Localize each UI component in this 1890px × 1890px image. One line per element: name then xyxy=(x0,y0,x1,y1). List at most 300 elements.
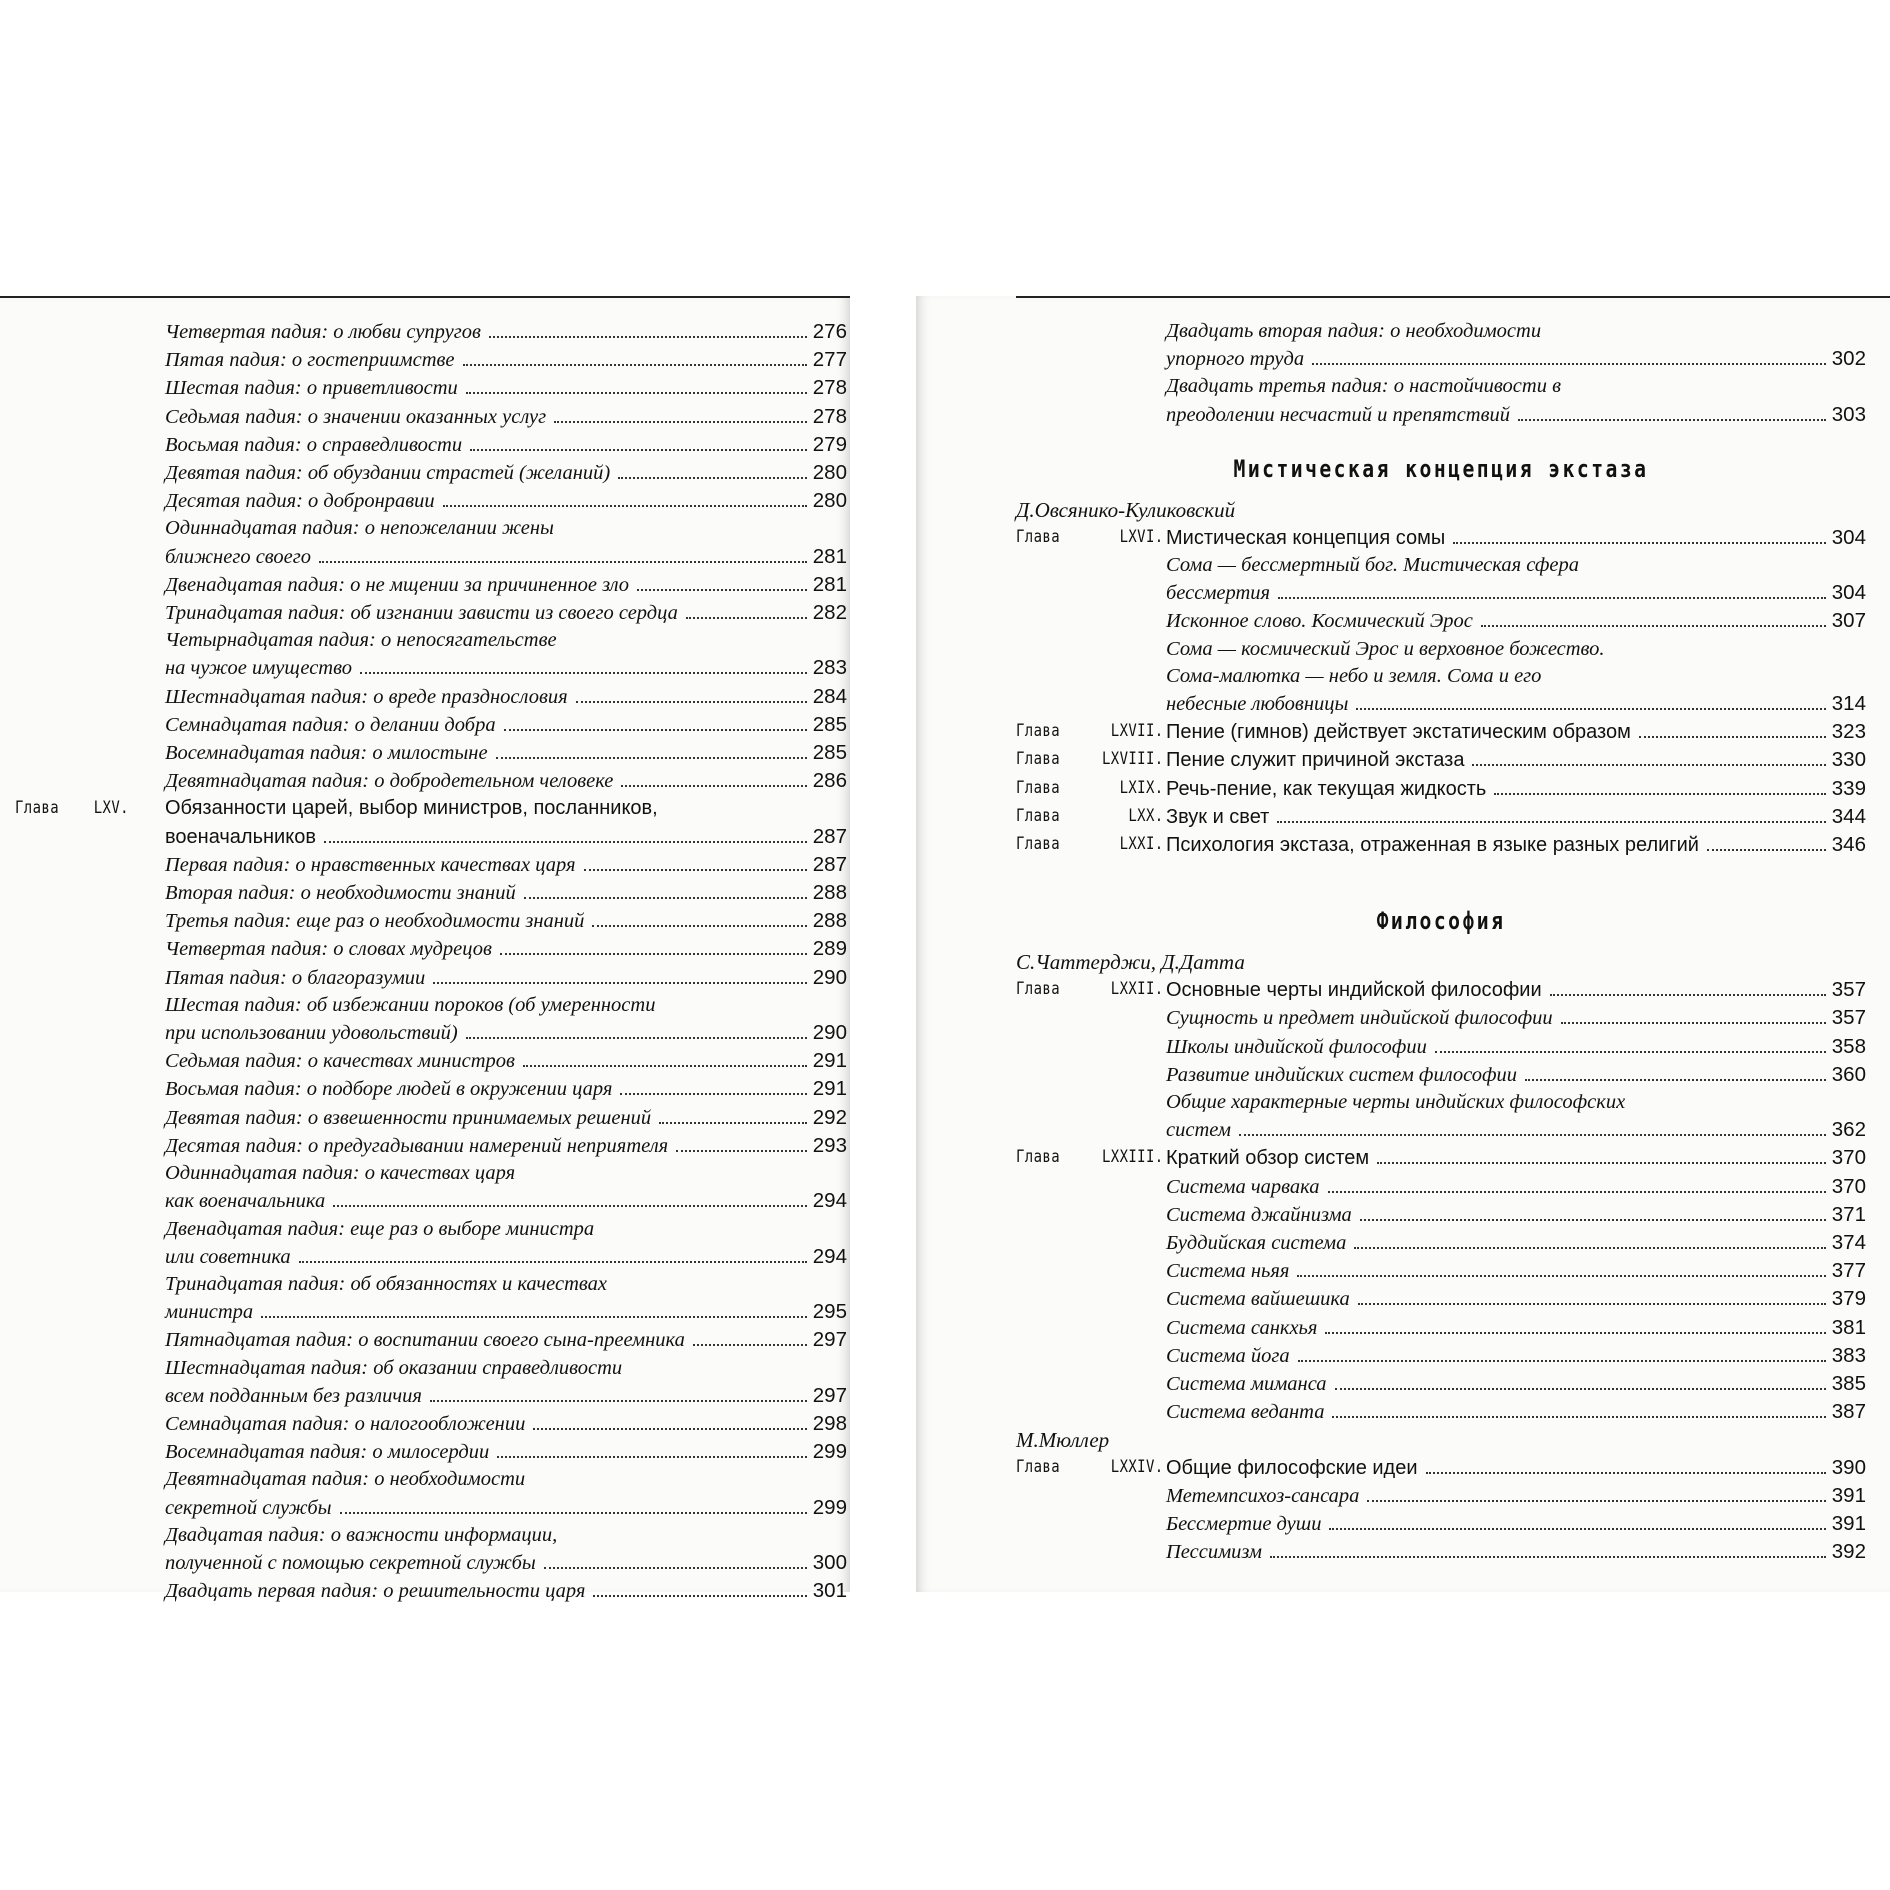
toc-left xyxy=(15,318,847,1605)
entry-title-line: Четырнадцатая падия: о непосягательстве xyxy=(165,629,557,652)
page-number: 383 xyxy=(1831,1343,1866,1367)
chapter-number: LXX. xyxy=(1128,805,1164,826)
entry-title-line: Шестнадцатая падия: об оказании справедливости xyxy=(165,1356,623,1379)
entry-row xyxy=(1166,1061,1866,1089)
entry-row xyxy=(1166,579,1866,607)
entry-title-line: Четвертая падия: о любви супругов xyxy=(165,321,481,343)
entry-row xyxy=(1166,345,1866,373)
entry-row xyxy=(165,1494,847,1522)
page-number: 304 xyxy=(1831,525,1866,549)
author: С.Чаттерджи, Д.Датта xyxy=(1016,950,1245,975)
chapter-word: Глава xyxy=(1016,1147,1061,1168)
entry-title-line: Восемнадцатая падия: о милостыне xyxy=(165,742,488,765)
toc-entry xyxy=(1016,1538,1866,1566)
page-number: 290 xyxy=(812,965,847,989)
page-number: 282 xyxy=(812,601,847,625)
page-number: 303 xyxy=(1831,402,1866,426)
entry-title-line: Краткий обзор систем xyxy=(1166,1147,1370,1170)
entry-row xyxy=(1166,1510,1866,1538)
entry-title-line: Психология экстаза, отраженная в языке разных религий xyxy=(1166,834,1699,857)
entry-title-line: Система санкхья xyxy=(1166,1316,1318,1339)
toc-entry xyxy=(1016,1454,1866,1482)
entry-title-line: Пятнадцатая падия: о воспитании своего сына-преемника xyxy=(165,1329,685,1352)
entry-title-line: военачальников xyxy=(165,825,316,848)
entry-title-line: Первая падия: о нравственных качествах царя xyxy=(165,853,576,876)
page-number: 290 xyxy=(812,1021,847,1045)
entry-row xyxy=(165,654,847,682)
dot-leader xyxy=(1518,419,1826,421)
entry-title-line: или советника xyxy=(165,1245,291,1268)
dot-leader xyxy=(618,477,807,479)
entry-row xyxy=(1166,1398,1866,1426)
entry-row xyxy=(165,907,847,935)
dot-leader xyxy=(1298,1360,1826,1362)
dot-leader xyxy=(470,449,807,451)
toc-entry xyxy=(1016,1510,1866,1538)
entry-title-line: Система чарвака xyxy=(1166,1175,1320,1198)
toc-entry xyxy=(165,1047,847,1075)
page-number: 381 xyxy=(1831,1315,1866,1339)
toc-entry xyxy=(1016,1398,1866,1426)
entry-row xyxy=(165,431,847,459)
page-number: 379 xyxy=(1831,1287,1866,1311)
entry-title-line: Пение служит причиной экстаза xyxy=(1166,749,1465,772)
chapter-word: Глава xyxy=(1016,721,1061,742)
dot-leader xyxy=(523,1065,807,1067)
entry-row xyxy=(165,1047,847,1075)
dot-leader xyxy=(592,925,806,927)
chapter-word: Глава xyxy=(1016,777,1061,798)
dot-leader xyxy=(496,757,807,759)
entry-row xyxy=(165,346,847,374)
chapter-word: Глава xyxy=(1016,526,1061,547)
entry-title-line: Обязанности царей, выбор министров, посланников, xyxy=(165,797,658,820)
page-number: 297 xyxy=(812,1328,847,1352)
page-number: 358 xyxy=(1831,1034,1866,1058)
dot-leader xyxy=(659,1122,807,1124)
entry-row xyxy=(165,1298,847,1326)
toc-entry xyxy=(165,739,847,767)
dot-leader xyxy=(1550,994,1826,996)
entry-title-line: Двадцатая падия: о важности информации, xyxy=(165,1523,558,1546)
toc-entry xyxy=(1016,1004,1866,1032)
dot-leader xyxy=(1426,1472,1826,1474)
dot-leader xyxy=(1356,708,1825,710)
dot-leader xyxy=(261,1316,807,1318)
page-number: 284 xyxy=(812,684,847,708)
dot-leader xyxy=(1270,1556,1826,1558)
entry-row xyxy=(165,879,847,907)
page-number: 374 xyxy=(1831,1231,1866,1255)
page-number: 307 xyxy=(1831,609,1866,633)
chapter-word: Глава xyxy=(1016,1456,1061,1477)
dot-leader xyxy=(324,841,807,843)
entry-row xyxy=(1166,1229,1866,1257)
entry-row xyxy=(1166,1033,1866,1061)
page-number: 385 xyxy=(1831,1372,1866,1396)
entry-row xyxy=(165,964,847,992)
entry-title-line: Система вайшешика xyxy=(1166,1288,1350,1311)
toc-entry xyxy=(165,1216,847,1271)
entry-row xyxy=(165,599,847,627)
toc-entry xyxy=(165,627,847,682)
entry-title-line: Одиннадцатая падия: о непожелании жены xyxy=(165,517,554,540)
toc-entry xyxy=(1016,746,1866,774)
page-number: 278 xyxy=(812,376,847,400)
entry-row xyxy=(165,851,847,879)
dot-leader xyxy=(1367,1500,1825,1502)
chapter-word: Глава xyxy=(1016,979,1061,1000)
author: М.Мюллер xyxy=(1016,1427,1110,1452)
page-number: 280 xyxy=(812,489,847,513)
entry-title-line: Вторая падия: о необходимости знаний xyxy=(165,882,516,905)
dot-leader xyxy=(319,561,807,563)
entry-title-line: Двадцать первая падия: о решительности царя xyxy=(165,1580,586,1603)
entry-title-line: Девятая падия: об обуздании страстей (желаний) xyxy=(165,462,611,485)
toc-entry xyxy=(165,851,847,879)
entry-title-line: Двенадцатая падия: о не мщении за причиненное зло xyxy=(165,573,630,596)
entry-title-line: бессмертия xyxy=(1166,582,1271,605)
dot-leader xyxy=(1561,1022,1826,1024)
section-entries xyxy=(1016,1454,1866,1567)
left-page xyxy=(0,296,850,1603)
dot-leader xyxy=(533,1428,806,1430)
entry-title-line: Система веданта xyxy=(1166,1401,1325,1424)
entry-row xyxy=(1166,1257,1866,1285)
entry-title-line: Одиннадцатая падия: о качествах царя xyxy=(165,1162,516,1185)
right-page xyxy=(916,296,1890,1592)
page-number: 300 xyxy=(812,1550,847,1574)
author: Д.Овсянико-Куликовский xyxy=(1016,497,1236,522)
entry-row xyxy=(1166,1342,1866,1370)
dot-leader xyxy=(1639,736,1826,738)
page-number: 281 xyxy=(812,544,847,568)
entry-title-line: Система джайнизма xyxy=(1166,1203,1352,1226)
page-number: 390 xyxy=(1831,1455,1866,1479)
entry-row xyxy=(165,1326,847,1354)
page-number: 392 xyxy=(1831,1540,1866,1564)
chapter-word: Глава xyxy=(15,798,60,819)
dot-leader xyxy=(1435,1051,1826,1053)
entry-title-line: преодолении несчастий и препятствий xyxy=(1166,403,1511,426)
page-number: 339 xyxy=(1831,776,1866,800)
page-number: 297 xyxy=(812,1383,847,1407)
entry-title-line: секретной службы xyxy=(165,1496,332,1519)
entry-row xyxy=(1166,746,1866,774)
entry-title-line: Сущность и предмет индийской философии xyxy=(1166,1007,1553,1030)
chapter-label xyxy=(15,795,135,822)
dot-leader xyxy=(621,785,806,787)
chapter-number: LXXII. xyxy=(1110,979,1164,1000)
page-number: 301 xyxy=(812,1579,847,1603)
dot-leader xyxy=(1377,1162,1826,1164)
dot-leader xyxy=(1335,1388,1826,1390)
entry-title-line: министра xyxy=(165,1301,254,1324)
dot-leader xyxy=(637,589,807,591)
entry-title-line: Система йога xyxy=(1166,1344,1290,1367)
page-number: 280 xyxy=(812,461,847,485)
chapter-label xyxy=(1016,803,1164,830)
entry-row xyxy=(165,1075,847,1103)
entry-title-line: Общие философские идеи xyxy=(1166,1456,1418,1479)
toc-entry xyxy=(165,964,847,992)
entry-row xyxy=(165,711,847,739)
entry-title-line: Развитие индийских систем философии xyxy=(1166,1063,1518,1086)
chapter-word: Глава xyxy=(1016,834,1061,855)
entry-title-line: Речь-пение, как текущая жидкость xyxy=(1166,777,1487,800)
chapter-label xyxy=(1016,831,1164,858)
toc-entry xyxy=(1016,718,1866,746)
top-rule xyxy=(0,296,850,298)
dot-leader xyxy=(340,1512,807,1514)
entry-title-line: Шестнадцатая падия: о вреде празднословия xyxy=(165,685,568,708)
page-number: 291 xyxy=(812,1077,847,1101)
page-number: 323 xyxy=(1831,720,1866,744)
entry-title-line: Девятая падия: о взвешенности принимаемых решений xyxy=(165,1106,652,1129)
toc-entry xyxy=(165,1132,847,1160)
section-heading: Мистическая концепция экстаза xyxy=(1233,454,1649,483)
entry-title-line: Двенадцатая падия: еще раз о выборе министра xyxy=(165,1217,595,1240)
dot-leader xyxy=(463,364,807,366)
top-rule xyxy=(1016,296,1890,298)
entry-title-line: Семнадцатая падия: о налогообложении xyxy=(165,1412,526,1435)
dot-leader xyxy=(497,1456,806,1458)
chapter-label xyxy=(1016,1144,1164,1171)
dot-leader xyxy=(620,1093,806,1095)
page-number: 360 xyxy=(1831,1062,1866,1086)
toc-entry xyxy=(165,459,847,487)
dot-leader xyxy=(1328,1191,1826,1193)
dot-leader xyxy=(1329,1528,1825,1530)
toc-entry xyxy=(165,571,847,599)
dot-leader xyxy=(1332,1416,1825,1418)
entry-row xyxy=(165,739,847,767)
page-number: 285 xyxy=(812,712,847,736)
page-number: 288 xyxy=(812,909,847,933)
entry-title-line: Тринадцатая падия: об обязанностях и качествах xyxy=(165,1272,608,1295)
dot-leader xyxy=(500,953,807,955)
entry-title-line: Тринадцатая падия: об изгнании зависти из своего сердца xyxy=(165,602,678,625)
page-number: 281 xyxy=(812,572,847,596)
toc-right xyxy=(1016,318,1866,1566)
entry-title-line: систем xyxy=(1166,1119,1231,1142)
dot-leader xyxy=(430,1400,807,1402)
dot-leader xyxy=(676,1150,807,1152)
entry-title-line: Девятнадцатая падия: о необходимости xyxy=(165,1468,526,1491)
entry-row xyxy=(165,823,847,851)
entry-row xyxy=(1166,803,1866,831)
toc-entry xyxy=(1016,1229,1866,1257)
entry-row xyxy=(165,1187,847,1215)
toc-entry xyxy=(1016,831,1866,859)
toc-entry xyxy=(1016,1144,1866,1172)
entry-title-line: небесные любовницы xyxy=(1166,693,1349,716)
toc-entry xyxy=(1016,524,1866,552)
toc-entry xyxy=(1016,1089,1866,1144)
dot-leader xyxy=(504,729,807,731)
dot-leader xyxy=(1525,1079,1826,1081)
entry-row xyxy=(1166,1116,1866,1144)
entry-title-line: Пятая падия: о благоразумии xyxy=(165,966,426,989)
entry-row xyxy=(1166,1173,1866,1201)
page-number: 299 xyxy=(812,1440,847,1464)
entry-title-line: при использовании удовольствий) xyxy=(165,1022,458,1045)
chapter-number: LXVIII. xyxy=(1101,749,1164,770)
chapter-number: LXIX. xyxy=(1119,777,1164,798)
page-number: 362 xyxy=(1831,1118,1866,1142)
toc-entry xyxy=(165,992,847,1047)
entry-title-line: Сома — космический Эрос и верховное божество. xyxy=(1166,637,1605,660)
entry-title-line: Шестая падия: о приветливости xyxy=(165,377,458,400)
toc-entry xyxy=(165,935,847,963)
entry-row xyxy=(1166,1482,1866,1510)
toc-entry xyxy=(1016,636,1866,719)
toc-entry xyxy=(1016,1257,1866,1285)
toc-entry xyxy=(1016,1370,1866,1398)
entry-row xyxy=(165,543,847,571)
page-number: 377 xyxy=(1831,1259,1866,1283)
dot-leader xyxy=(489,336,807,338)
dot-leader xyxy=(576,701,807,703)
chapter-label xyxy=(1016,1454,1164,1481)
entry-title-line: как военачальника xyxy=(165,1190,326,1213)
toc-entry xyxy=(165,1104,847,1132)
toc-entry xyxy=(1016,1061,1866,1089)
dot-leader xyxy=(1360,1219,1826,1221)
entry-title-line: Восемнадцатая падия: о милосердии xyxy=(165,1441,490,1464)
entry-row xyxy=(1166,976,1866,1004)
page-number: 288 xyxy=(812,881,847,905)
toc-entry xyxy=(1016,775,1866,803)
toc-entry xyxy=(165,1466,847,1521)
entry-title-line: Шестая падия: об избежании пороков (об умеренности xyxy=(165,993,656,1016)
entry-title-line: Система миманса xyxy=(1166,1373,1327,1396)
toc-entry xyxy=(165,879,847,907)
entry-row xyxy=(165,1243,847,1271)
toc-entry xyxy=(165,1438,847,1466)
dot-leader xyxy=(1354,1247,1825,1249)
entry-title-line: Пение (гимнов) действует экстатическим образом xyxy=(1166,721,1631,744)
entry-row xyxy=(1166,718,1866,746)
dot-leader xyxy=(466,1037,807,1039)
chapter-number: LXVI. xyxy=(1119,526,1164,547)
page-number: 277 xyxy=(812,348,847,372)
toc-entry xyxy=(1016,1201,1866,1229)
entry-title-line: полученной с помощью секретной службы xyxy=(165,1551,536,1574)
toc-entry xyxy=(1016,607,1866,635)
entry-title-line: на чужое имущество xyxy=(165,657,352,680)
entry-title-line: Седьмая падия: о значении оказанных услуг xyxy=(165,405,547,428)
entry-title-line: Десятая падия: о добронравии xyxy=(165,490,435,513)
chapter-word: Глава xyxy=(1016,749,1061,770)
entry-row xyxy=(165,403,847,431)
entry-title-line: Двадцать третья падия: о настойчивости в xyxy=(1166,375,1561,398)
dot-leader xyxy=(1325,1332,1825,1334)
entry-row xyxy=(1166,607,1866,635)
entry-title-line: Исконное слово. Космический Эрос xyxy=(1166,610,1473,633)
entry-title-line: Пессимизм xyxy=(1166,1541,1262,1564)
page-number: 346 xyxy=(1831,833,1866,857)
page-number: 292 xyxy=(812,1105,847,1129)
page-number: 295 xyxy=(812,1300,847,1324)
dot-leader xyxy=(1707,849,1826,851)
entry-title-line: Мистическая концепция сомы xyxy=(1166,526,1446,549)
dot-leader xyxy=(1358,1303,1826,1305)
page-number: 289 xyxy=(812,937,847,961)
page-number: 371 xyxy=(1831,1202,1866,1226)
page-number: 370 xyxy=(1831,1146,1866,1170)
entry-title-line: Двадцать вторая падия: о необходимости xyxy=(1166,320,1542,342)
entry-row xyxy=(1166,1285,1866,1313)
entry-title-line: всем подданным без различия xyxy=(165,1384,422,1407)
entry-row xyxy=(165,1132,847,1160)
entry-row xyxy=(1166,401,1866,429)
entry-title-line: Школы индийской философии xyxy=(1166,1035,1427,1058)
toc-entry xyxy=(165,1410,847,1438)
entry-title-line: Седьмая падия: о качествах министров xyxy=(165,1050,515,1073)
entry-row xyxy=(1166,831,1866,859)
chapter-number: LXVII. xyxy=(1110,721,1164,742)
dot-leader xyxy=(584,869,807,871)
entry-title-line: Третья падия: еще раз о необходимости знаний xyxy=(165,910,585,933)
page-number: 304 xyxy=(1831,581,1866,605)
chapter-number: LXXI. xyxy=(1119,834,1164,855)
toc-entry xyxy=(1016,552,1866,607)
toc-entry xyxy=(1016,1033,1866,1061)
entry-row xyxy=(1166,524,1866,552)
entry-title-line: Сома — бессмертный бог. Мистическая сфера xyxy=(1166,554,1580,577)
entry-row xyxy=(1166,775,1866,803)
toc-entry xyxy=(165,711,847,739)
toc-entry xyxy=(1016,1173,1866,1201)
entry-row xyxy=(165,767,847,795)
toc-entry xyxy=(165,599,847,627)
entry-row xyxy=(165,571,847,599)
toc-entry xyxy=(165,515,847,570)
chapter-label xyxy=(1016,775,1164,802)
entry-title-line: Система ньяя xyxy=(1166,1260,1290,1283)
page-number: 357 xyxy=(1831,1006,1866,1030)
entry-title-line: Десятая падия: о предугадывании намерений неприятеля xyxy=(165,1134,669,1157)
entry-title-line: Общие характерные черты индийских философских xyxy=(1166,1091,1626,1114)
toc-entry xyxy=(165,767,847,795)
entry-title-line: Девятнадцатая падия: о добродетельном человеке xyxy=(165,770,614,793)
toc-entry xyxy=(1166,373,1866,428)
entry-title-line: Восьмая падия: о подборе людей в окружении царя xyxy=(165,1078,613,1101)
entry-title-line: Сома-малютка — небо и земля. Сома и его xyxy=(1166,664,1542,687)
entry-title-line: Восьмая падия: о справедливости xyxy=(165,433,463,456)
dot-leader xyxy=(524,897,807,899)
entry-row xyxy=(165,487,847,515)
toc-entry xyxy=(1016,1285,1866,1313)
entry-row xyxy=(1166,1538,1866,1566)
page-number: 387 xyxy=(1831,1400,1866,1424)
toc-entry xyxy=(165,1160,847,1215)
toc-entry xyxy=(165,403,847,431)
chapter-word: Глава xyxy=(1016,805,1061,826)
dot-leader xyxy=(466,392,807,394)
entry-title-line: Бессмертие души xyxy=(1166,1512,1322,1535)
toc-entry xyxy=(165,1326,847,1354)
page-number: 302 xyxy=(1831,347,1866,371)
section-heading: Философия xyxy=(1376,907,1506,936)
dot-leader xyxy=(443,505,807,507)
entry-row xyxy=(165,1410,847,1438)
entry-title-line: Метемпсихоз-сансара xyxy=(1166,1484,1360,1507)
entry-title-line: Звук и свет xyxy=(1166,805,1270,828)
chapter-label xyxy=(1016,718,1164,745)
chapter-label xyxy=(1016,746,1164,773)
